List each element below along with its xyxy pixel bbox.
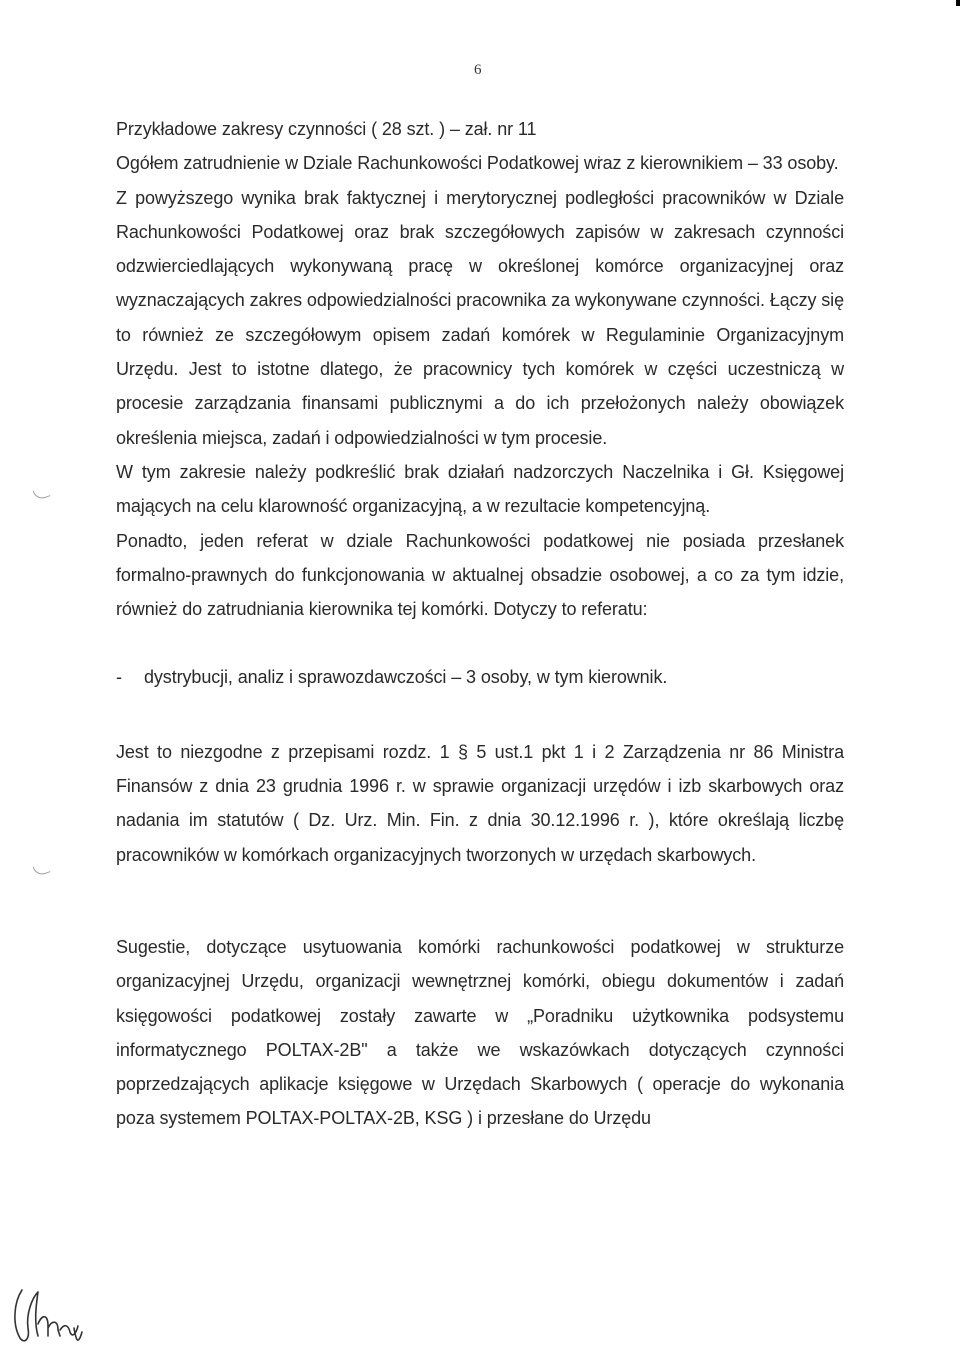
document-body [116,112,844,1136]
list-item [116,660,844,694]
paragraph-sample-duties: Przykładowe zakresy czynności ( 28 szt. ) – zał. nr 11 [116,119,537,139]
paragraph-supervision-findings: W tym zakresie należy podkreślić brak działań nadzorczych Naczelnika i Gł. Księgowej mających na celu klarowność organizacyjną, a w rezultacie kompetencyjną. [116,461,844,517]
margin-mark [33,862,51,877]
list-bullet-dash: - [116,667,122,688]
spacer [116,695,844,735]
paragraph-referat-findings: Ponadto, jeden referat w dziale Rachunkowości podatkowej nie posiada przesłanek formalno-prawnych do funkcjonowania w aktualnej obsadzie osobowej, a co za tym idzie, również do zatrudniania kierownika tej komórki. Dotyczy to referatu: [116,530,844,620]
margin-mark [33,486,51,501]
spacer [116,872,844,930]
scan-corner-mark [956,0,960,6]
paragraph-employment-total: Ogółem zatrudnienie w Dziale Rachunkowości Podatkowej wraz z kierownikiem – 33 osoby. [116,153,839,174]
paragraph-subordination-findings: Z powyższego wynika brak faktycznej i merytorycznej podległości pracowników w Dziale Rachunkowości Podatkowej oraz brak szczegółowych zapisów w zakresach czynności odzwierciedlających wykonywaną pracę w określonej komórce organizacyjnej oraz wyznaczających zakres odpowiedzialności pracownika za wykonywane czynności. Łączy się to również ze szczegółowym opisem zadań komórek w Regulaminie Organizacyjnym Urzędu. Jest to istotne dlatego, że pracownicy tych komórek w części uczestniczą w procesie zarządzania finansami publicznymi a do ich przełożonych należy obowiązek określenia miejsca, zadań i odpowiedzialności w tym procesie. [116,187,844,448]
paragraph-suggestions: Sugestie, dotyczące usytuowania komórki rachunkowości podatkowej w strukturze organizacyjnej Urzędu, organizacji wewnętrznej komórki, obiegu dokumentów i zadań księgowości podatkowej zostały zawarte w „Poradniku użytkownika podsystemu informatycznego POLTAX-2B" a także we wskazówkach dotyczących czynności poprzedzających aplikacje księgowe w Urzędach Skarbowych ( operacje do wykonania poza systemem POLTAX-POLTAX-2B, KSG ) i przesłane do Urzędu [116,936,844,1129]
list-item-text: dystrybucji, analiz i sprawozdawczości – 3 osoby, w tym kierownik. [144,667,668,688]
page-number: 6 [474,62,482,78]
paragraph-regulation-breach: Jest to niezgodne z przepisami rozdz. 1 § 5 ust.1 pkt 1 i 2 Zarządzenia nr 86 Ministra Finansów z dnia 23 grudnia 1996 r. w sprawie organizacji urzędów i izb skarbowych oraz nadania im statutów ( Dz. Urz. Min. Fin. z dnia 30.12.1996 r. ), które określają liczbę pracowników w komórkach organizacyjnych tworzonych w urzędach skarbowych. [116,741,844,865]
handwritten-signature-icon [8,1284,98,1346]
spacer [116,626,844,660]
